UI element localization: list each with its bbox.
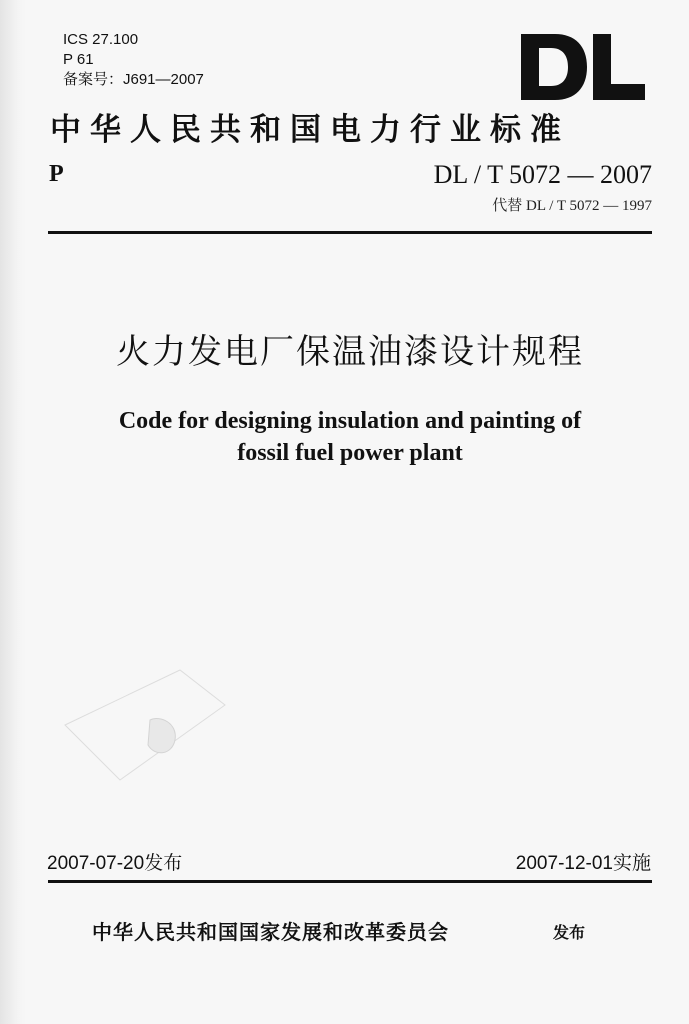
spine-shadow (0, 0, 26, 1024)
issue-date: 2007-07-20发布 (47, 853, 183, 874)
ics-code: ICS 27.100 (63, 31, 139, 48)
dl-logo (521, 34, 645, 100)
header-metadata (63, 30, 204, 90)
standard-number: DL / T 5072 — 2007 (433, 160, 652, 189)
publisher-name: 中华人民共和国国家发展和改革委员会 (92, 920, 449, 944)
top-divider (48, 231, 652, 234)
title-english (60, 405, 640, 469)
paper-scuff-mark (60, 665, 230, 785)
publish-label: 发布 (553, 923, 586, 942)
title-chinese: 火力发电厂保温油漆设计规程 (116, 332, 584, 372)
title-english-line-2: fossil fuel power plant (237, 440, 463, 466)
ccs-code: P 61 (63, 51, 94, 68)
implementation-date: 2007-12-01实施 (515, 853, 651, 874)
classification-letter: P (49, 161, 64, 187)
filing-number: 备案号：J691—2007 (63, 71, 204, 88)
replaces-standard: 代替 DL / T 5072 — 1997 (492, 198, 652, 214)
title-english-line-1: Code for designing insulation and painting of (118, 408, 582, 434)
bottom-divider (48, 880, 652, 883)
series-title: 中华人民共和国电力行业标准 (50, 112, 570, 148)
